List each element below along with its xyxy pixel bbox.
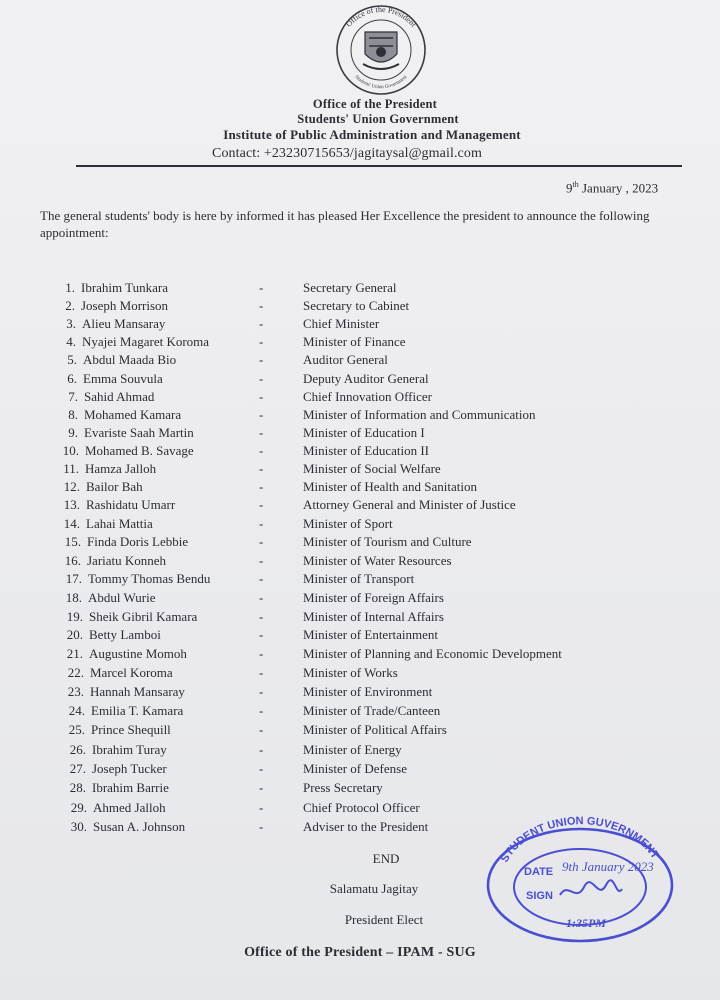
appointed-role: Minister of Finance [303,334,406,349]
intro-paragraph: The general students' body is here by informed it has pleased Her Excellence the president to announce the following appointment: [40,208,650,240]
appointment-number: 27. [69,761,86,776]
appointment-number: 2. [65,298,75,313]
appointment-row [0,479,720,497]
header-divider [76,165,682,167]
appointed-role: Minister of Tourism and Culture [303,534,472,549]
appointment-row [0,352,720,370]
appointment-number: 26. [69,742,86,757]
appointee-name: Finda Doris Lebbie [87,534,189,549]
separator-dash: - [259,389,264,404]
separator-dash: - [259,627,264,642]
appointed-role: Attorney General and Minister of Justice [303,497,516,512]
appointee-name: Ibrahim Turay [92,742,167,757]
appointee-cell [61,389,154,405]
separator-dash: - [259,425,264,440]
separator-dash: - [259,479,264,494]
appointed-role: Secretary General [303,280,397,295]
appointed-role: Chief Innovation Officer [303,389,432,404]
appointee-name: Abdul Wurie [88,590,156,605]
appointment-row [0,371,720,389]
appointee-cell [65,819,185,835]
contact-line: Contact: +23230715653/jagitaysal@gmail.com [212,146,482,161]
separator-dash: - [259,298,264,313]
appointee-name: Bailor Bah [86,479,143,494]
letterhead-institute: Institute of Public Administration and Management [223,127,521,142]
appointed-role: Minister of Transport [303,571,415,586]
letterhead [0,97,720,142]
appointed-role: Minister of Information and Communication [303,407,536,422]
appointee-name: Joseph Morrison [81,298,169,313]
appointed-role: Minister of Environment [303,684,433,699]
appointee-cell [57,461,156,477]
separator-dash: - [259,609,264,624]
separator-dash: - [259,352,264,367]
appointment-number: 24. [68,703,85,718]
appointee-name: Marcel Koroma [90,665,173,680]
appointed-role: Minister of Education II [303,443,429,458]
appointee-name: Emilia T. Kamara [91,703,184,718]
appointment-row [0,646,720,664]
appointment-row [0,425,720,443]
appointed-role: Minister of Social Welfare [303,461,441,476]
svg-text:Students' Union Government [353,74,409,90]
stamp-sign-label: SIGN [526,890,553,902]
letterhead-government: Students' Union Government [297,112,459,126]
appointee-name: Alieu Mansaray [82,316,166,331]
seal-arc-subtext: Students' Union Government [353,74,409,91]
appointed-role: Chief Protocol Officer [303,800,420,815]
separator-dash: - [259,800,264,815]
separator-dash: - [259,497,264,512]
appointee-cell [59,316,165,332]
appointee-cell [63,722,171,738]
stamp-date-label: DATE [524,866,554,878]
appointment-row [0,534,720,552]
appointment-row [0,665,720,683]
separator-dash: - [259,443,264,458]
appointed-role: Deputy Auditor General [303,371,429,386]
separator-dash: - [259,407,264,422]
appointee-cell [59,553,166,569]
appointed-role: Minister of Works [303,665,398,680]
appointee-cell [60,352,176,368]
appointment-row [0,780,720,798]
appointee-cell [60,571,210,587]
appointee-name: Rashidatu Umarr [86,497,176,512]
appointment-number: 16. [64,553,81,568]
appointee-name: Lahai Mattia [86,516,153,531]
appointed-role: Auditor General [303,352,388,367]
appointee-cell [60,371,163,387]
appointed-role: Minister of Energy [303,742,402,757]
appointee-cell [58,516,153,532]
appointment-number: 18. [65,590,82,605]
separator-dash: - [259,665,264,680]
appointment-row [0,571,720,589]
appointment-row [0,722,720,740]
stamp-handwritten-date: 9th January 2023 [562,859,654,874]
separator-dash: - [259,571,264,586]
separator-dash: - [259,371,264,386]
appointment-row [0,298,720,316]
appointee-cell [64,780,169,796]
appointee-cell [62,684,185,700]
appointment-number: 3. [66,316,76,331]
appointment-row [0,389,720,407]
appointment-number: 30. [70,819,87,834]
appointed-role: Minister of Planning and Economic Development [303,646,562,661]
appointed-role: Adviser to the President [303,819,429,834]
appointment-number: 17. [65,571,82,586]
appointed-role: Chief Minister [303,316,380,331]
appointment-number: 4. [66,334,76,349]
signatory-name: Salamatu Jagitay [329,881,419,896]
appointment-number: 29. [70,800,87,815]
separator-dash: - [259,553,264,568]
appointment-row [0,407,720,425]
separator-dash: - [259,703,264,718]
appointment-number: 23. [67,684,84,699]
separator-dash: - [259,684,264,699]
separator-dash: - [259,461,264,476]
appointee-cell [59,334,209,350]
appointee-name: Ibrahim Barrie [92,780,169,795]
date-suffix: th [572,180,579,189]
appointee-name: Tommy Thomas Bendu [88,571,211,586]
separator-dash: - [259,761,264,776]
footer-office: Office of the President – IPAM - SUG [244,945,476,960]
appointee-name: Emma Souvula [83,371,163,386]
appointment-row [0,627,720,645]
appointed-role: Minister of Foreign Affairs [303,590,444,605]
separator-dash: - [259,780,264,795]
separator-dash: - [259,722,264,737]
appointee-cell [58,298,168,314]
appointment-row [0,609,720,627]
appointee-cell [58,479,143,495]
appointee-cell [64,742,167,758]
appointee-cell [60,590,155,606]
appointee-cell [64,761,167,777]
appointment-number: 10. [62,443,79,458]
appointed-role: Minister of Entertainment [303,627,439,642]
official-stamp [478,815,680,945]
appointee-cell [65,800,166,816]
appointee-name: Betty Lamboi [89,627,161,642]
signatory-title: President Elect [344,912,424,927]
appointment-number: 22. [67,665,84,680]
date-rest: January , 2023 [578,180,659,196]
appointment-row [0,497,720,515]
appointed-role: Minister of Sport [303,516,393,531]
appointee-name: Nyajei Magaret Koroma [82,334,210,349]
appointee-cell [61,425,194,441]
appointee-cell [57,443,194,459]
appointee-name: Hamza Jalloh [85,461,157,476]
appointee-cell [58,497,175,513]
separator-dash: - [259,534,264,549]
separator-dash: - [259,819,264,834]
appointee-cell [58,280,168,296]
appointee-name: Prince Shequill [91,722,171,737]
appointee-name: Susan A. Johnson [93,819,186,834]
stamp-signature-scribble [560,880,622,895]
appointment-number: 11. [63,461,79,476]
appointment-number: 12. [63,479,80,494]
appointed-role: Minister of Water Resources [303,553,452,568]
appointee-name: Ibrahim Tunkara [81,280,169,295]
appointee-name: Ahmed Jalloh [93,800,166,815]
appointee-cell [61,609,197,625]
appointment-row [0,553,720,571]
appointee-name: Hannah Mansaray [90,684,185,699]
separator-dash: - [259,334,264,349]
appointee-name: Jariatu Konneh [87,553,167,568]
separator-dash: - [259,316,264,331]
appointment-row [0,443,720,461]
appointment-number: 13. [63,497,80,512]
appointment-number: 9. [68,425,78,440]
appointee-cell [61,646,187,662]
appointment-number: 20. [66,627,83,642]
seal-arc-text: Office of the President [344,4,418,29]
appointee-name: Sahid Ahmad [84,389,155,404]
appointed-role: Secretary to Cabinet [303,298,410,313]
separator-dash: - [259,590,264,605]
appointed-role: Minister of Internal Affairs [303,609,444,624]
appointee-name: Joseph Tucker [92,761,167,776]
date-day: 9 [566,180,573,196]
appointee-cell [62,665,173,681]
appointment-row [0,761,720,779]
appointed-role: Minister of Health and Sanitation [303,479,478,494]
appointment-row [0,742,720,760]
appointment-row [0,316,720,334]
appointment-row [0,590,720,608]
appointee-name: Augustine Momoh [89,646,187,661]
appointment-number: 28. [69,780,86,795]
appointed-role: Minister of Political Affairs [303,722,447,737]
stamp-arc-text: STUDENT UNION GUVERNMENT [498,815,662,865]
appointment-row [0,703,720,721]
appointee-name: Evariste Saah Martin [84,425,194,440]
appointee-cell [59,534,188,550]
appointment-number: 15. [64,534,81,549]
appointment-row [0,334,720,352]
appointee-cell [63,703,183,719]
appointee-name: Sheik Gibril Kamara [89,609,198,624]
appointee-name: Abdul Maada Bio [83,352,177,367]
separator-dash: - [259,516,264,531]
appointee-name: Mohamed B. Savage [85,443,194,458]
appointment-number: 5. [67,352,77,367]
appointment-row [0,684,720,702]
appointment-row [0,516,720,534]
appointment-number: 25. [68,722,85,737]
appointment-row [0,461,720,479]
appointment-number: 7. [68,389,78,404]
seal-logo [327,2,435,98]
appointment-number: 14. [63,516,80,531]
separator-dash: - [259,280,264,295]
appointment-number: 1. [65,280,75,295]
separator-dash: - [259,742,264,757]
appointee-cell [61,627,161,643]
appointment-number: 19. [66,609,83,624]
appointed-role: Minister of Defense [303,761,407,776]
separator-dash: - [259,646,264,661]
appointed-role: Minister of Education I [303,425,425,440]
stamp-time: 1:35PM [566,916,606,930]
end-marker: END [372,851,400,866]
appointment-row [0,280,720,298]
appointed-role: Press Secretary [303,780,383,795]
appointee-name: Mohamed Kamara [84,407,182,422]
appointment-number: 6. [67,371,77,386]
appointed-role: Minister of Trade/Canteen [303,703,441,718]
appointment-number: 8. [68,407,78,422]
letterhead-office: Office of the President [312,97,438,111]
appointee-cell [61,407,181,423]
appointment-number: 21. [66,646,83,661]
svg-text:Office of the President [344,5,418,29]
letter-date [566,180,658,196]
